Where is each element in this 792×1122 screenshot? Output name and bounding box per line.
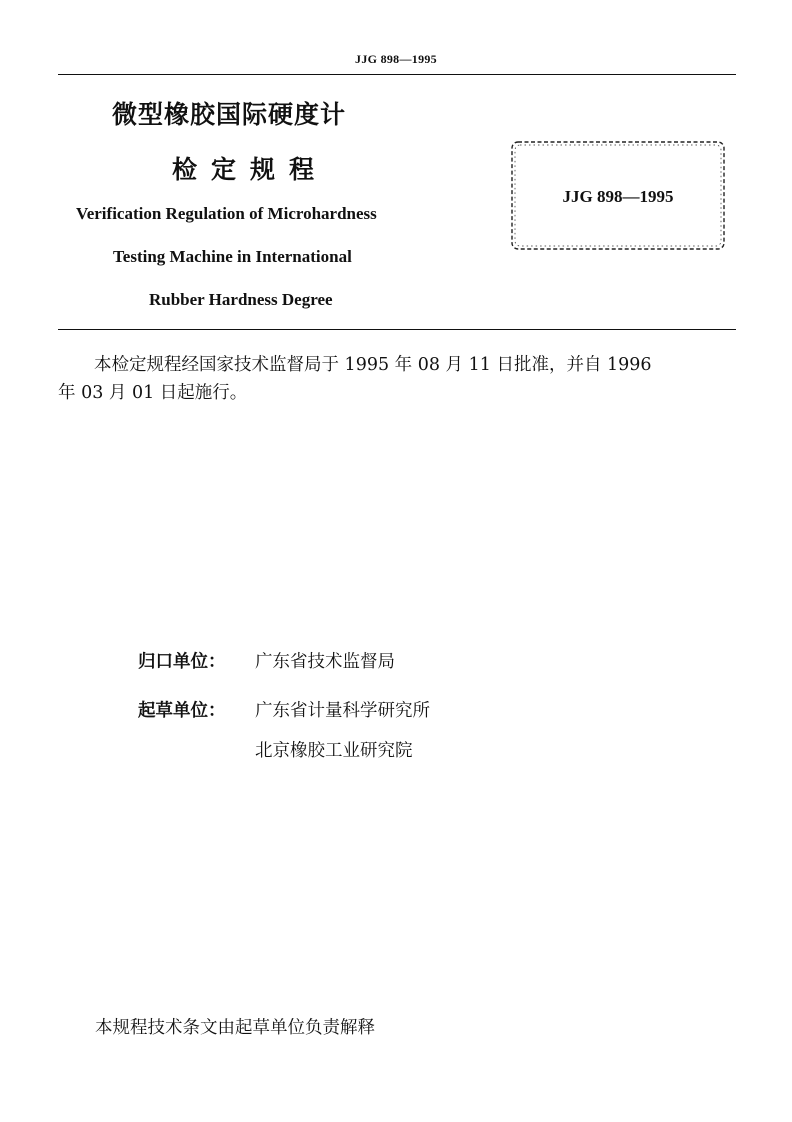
- approval-line1: 本检定规程经国家技术监督局于 1995 年 08 月 11 日批准，并自 1996: [94, 355, 652, 375]
- header-rule: [58, 74, 736, 75]
- title-english-line1: Verification Regulation of Microhardness: [76, 204, 377, 223]
- document-code-header: JJG 898—1995: [355, 52, 437, 66]
- stamp-document-code: JJG 898—1995: [562, 187, 674, 206]
- title-section-rule: [58, 329, 736, 330]
- drafting-unit-label: 起草单位：: [138, 701, 226, 721]
- interpretation-note: 本规程技术条文由起草单位负责解释: [95, 1018, 375, 1038]
- approval-line2: 年 03 月 01 日起施行。: [58, 383, 248, 403]
- responsible-unit-value: 广东省技术监督局: [255, 652, 395, 672]
- responsible-unit-label: 归口单位：: [138, 652, 226, 672]
- title-chinese-line1: 微型橡胶国际硬度计: [112, 100, 347, 129]
- title-english-line3: Rubber Hardness Degree: [149, 290, 333, 309]
- drafting-unit-value-1: 广东省计量科学研究所: [255, 701, 430, 721]
- drafting-unit-value-2: 北京橡胶工业研究院: [255, 741, 413, 761]
- title-chinese-line2: 检定规程: [172, 155, 329, 184]
- approval-paragraph: [58, 351, 738, 407]
- title-english-line2: Testing Machine in International: [113, 247, 352, 266]
